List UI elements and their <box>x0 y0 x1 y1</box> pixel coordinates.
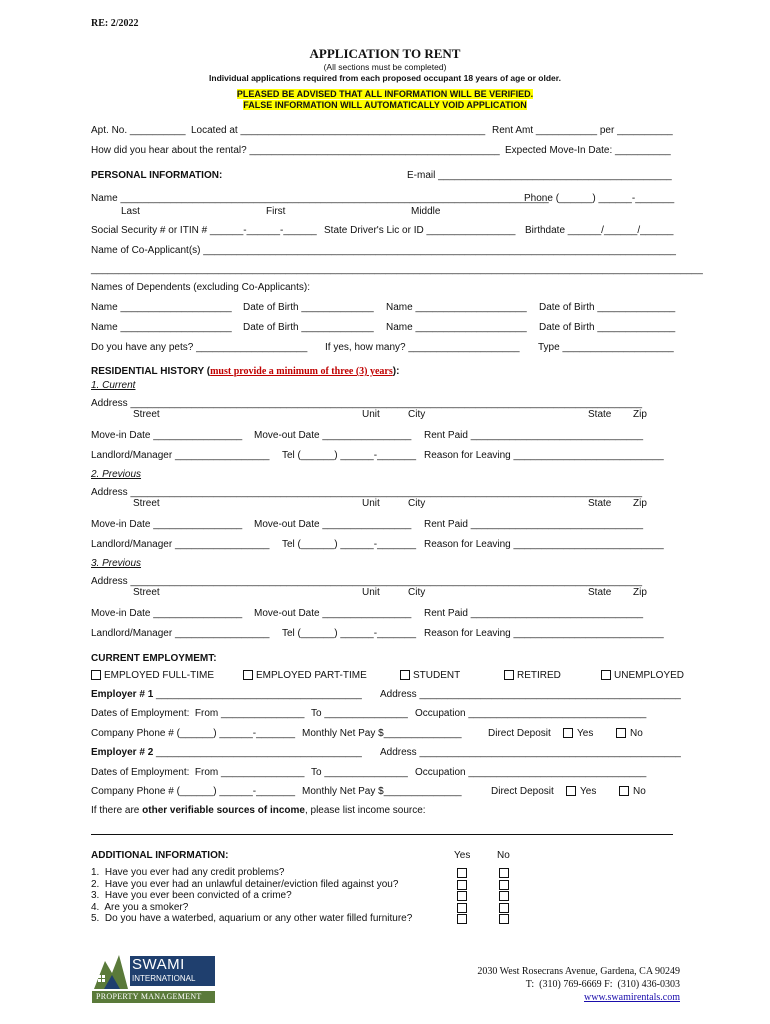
question-2-yes-checkbox[interactable] <box>457 880 467 890</box>
phone-field[interactable]: Phone (______) ______-_______ <box>524 193 675 204</box>
question-5: 5. Do you have a waterbed, aquarium or any other water filled furniture? <box>91 913 413 924</box>
employer-2-direct-deposit-label: Direct Deposit <box>491 786 554 797</box>
residence-1-move-out-field[interactable]: Move-out Date ________________ <box>254 430 412 441</box>
employer-2-field[interactable]: Employer # 2 _____________________________________ <box>91 747 362 758</box>
residence-1-unit-label: Unit <box>362 409 380 420</box>
residence-3-street-label: Street <box>133 587 160 598</box>
question-1-no-checkbox[interactable] <box>499 868 509 878</box>
drivers-license-field[interactable]: State Driver's Lic or ID ________________ <box>324 225 516 236</box>
residence-3-reason-field[interactable]: Reason for Leaving ___________________________ <box>424 628 664 639</box>
employer-2-occupation[interactable]: Occupation ________________________________ <box>415 767 647 778</box>
employer-2-phone[interactable]: Company Phone # (______) ______-_______ <box>91 786 296 797</box>
question-5-yes-checkbox[interactable] <box>457 914 467 924</box>
question-2-no-checkbox[interactable] <box>499 880 509 890</box>
employment-part-time-checkbox[interactable] <box>243 670 253 680</box>
residence-1-state-label: State <box>588 409 612 420</box>
employer-2-no-label: No <box>633 786 646 797</box>
residence-1-city-label: City <box>408 409 426 420</box>
residence-3-label: 3. Previous <box>91 558 142 569</box>
question-3: 3. Have you ever been convicted of a crime? <box>91 890 292 901</box>
residence-2-state-label: State <box>588 498 612 509</box>
warning-line-2: FALSE INFORMATION WILL AUTOMATICALLY VOID APPLICATION <box>243 100 527 110</box>
employer-1-direct-deposit-no-checkbox[interactable] <box>616 728 626 738</box>
residence-2-label: 2. Previous <box>91 469 142 480</box>
located-at-field[interactable]: Located at ____________________________________________ <box>191 125 486 136</box>
employer-1-net-pay[interactable]: Monthly Net Pay $______________ <box>302 728 462 739</box>
residence-1-move-in-field[interactable]: Move-in Date ________________ <box>91 430 243 441</box>
rent-amount-field[interactable]: Rent Amt ___________ per __________ <box>492 125 673 136</box>
residence-2-zip-label: Zip <box>633 498 647 509</box>
residence-1-tel-field[interactable]: Tel (______) ______-_______ <box>282 450 416 461</box>
question-1-yes-checkbox[interactable] <box>457 868 467 878</box>
residence-3-rent-paid-field[interactable]: Rent Paid _______________________________ <box>424 608 644 619</box>
employer-1-phone[interactable]: Company Phone # (______) ______-_______ <box>91 728 296 739</box>
apt-field[interactable]: Apt. No. __________ <box>91 125 186 136</box>
residence-2-unit-label: Unit <box>362 498 380 509</box>
residence-1-reason-field[interactable]: Reason for Leaving ___________________________ <box>424 450 664 461</box>
footer-phone: T: (310) 769-6669 F: (310) 436-0303 <box>525 979 680 990</box>
residential-history-heading: RESIDENTIAL HISTORY (must provide a minimum of three (3) years): <box>91 366 400 377</box>
other-income-line[interactable] <box>91 834 673 835</box>
question-1: 1. Have you ever had any credit problems? <box>91 867 285 878</box>
residence-1-address-field[interactable]: Address ____________________________________________________________________________________________ <box>91 398 643 409</box>
form-title: APPLICATION TO RENT <box>309 46 461 61</box>
employer-2-direct-deposit-no-checkbox[interactable] <box>619 786 629 796</box>
employment-retired-checkbox[interactable] <box>504 670 514 680</box>
residence-1-label: 1. Current <box>91 380 136 391</box>
name-field[interactable]: Name _____________________________________________________________________________ <box>91 193 549 204</box>
employer-1-address[interactable]: Address _______________________________________________ <box>380 689 681 700</box>
additional-no-header: No <box>497 850 510 861</box>
dependent-name-2[interactable]: Name ____________________ <box>386 302 527 313</box>
employer-2-net-pay[interactable]: Monthly Net Pay $______________ <box>302 786 462 797</box>
form-note: Individual applications required from each proposed occupant 18 years of age or older. <box>209 73 561 83</box>
residence-3-unit-label: Unit <box>362 587 380 598</box>
employer-1-dates-to[interactable]: To _______________ <box>311 708 408 719</box>
employer-2-yes-label: Yes <box>580 786 597 797</box>
employer-1-field[interactable]: Employer # 1 _____________________________________ <box>91 689 362 700</box>
dependent-name-4[interactable]: Name ____________________ <box>386 322 527 333</box>
dependent-name-3[interactable]: Name ____________________ <box>91 322 232 333</box>
co-applicant-field[interactable]: Name of Co-Applicant(s) _____________________________________________________________________________________ <box>91 245 676 256</box>
residence-3-zip-label: Zip <box>633 587 647 598</box>
first-name-label: First <box>266 206 286 217</box>
pets-type-field[interactable]: Type ____________________ <box>538 342 674 353</box>
question-5-no-checkbox[interactable] <box>499 914 509 924</box>
employer-2-dates-from[interactable]: Dates of Employment: From _______________ <box>91 767 305 778</box>
employer-2-dates-to[interactable]: To _______________ <box>311 767 408 778</box>
pets-field[interactable]: Do you have any pets? ____________________ <box>91 342 308 353</box>
dependent-dob-1[interactable]: Date of Birth _____________ <box>243 302 374 313</box>
residence-2-move-in-field[interactable]: Move-in Date ________________ <box>91 519 243 530</box>
question-3-yes-checkbox[interactable] <box>457 891 467 901</box>
co-applicant-line-2[interactable]: ______________________________________________________________________________________________________________ <box>91 264 703 275</box>
warning-line-1: PLEASED BE ADVISED THAT ALL INFORMATION WILL BE VERIFIED. <box>236 89 534 99</box>
question-2: 2. Have you ever had an unlawful detainer/eviction filed against you? <box>91 878 399 890</box>
question-4-no-checkbox[interactable] <box>499 903 509 913</box>
employment-retired-label: RETIRED <box>517 670 561 681</box>
residence-3-move-out-field[interactable]: Move-out Date ________________ <box>254 608 412 619</box>
last-name-label: Last <box>121 206 140 217</box>
residence-3-tel-field[interactable]: Tel (______) ______-_______ <box>282 628 416 639</box>
residence-2-landlord-field[interactable]: Landlord/Manager _________________ <box>91 539 270 550</box>
personal-info-heading: PERSONAL INFORMATION: <box>91 170 223 181</box>
employment-student-checkbox[interactable] <box>400 670 410 680</box>
employment-heading: CURRENT EMPLOYMEMT: <box>91 653 217 664</box>
move-in-date-field[interactable]: Expected Move-In Date: __________ <box>505 145 671 156</box>
residence-2-address-field[interactable]: Address ____________________________________________________________________________________________ <box>91 487 643 498</box>
residence-1-rent-paid-field[interactable]: Rent Paid _______________________________ <box>424 430 644 441</box>
employer-1-dates-from[interactable]: Dates of Employment: From _______________ <box>91 708 305 719</box>
residence-3-move-in-field[interactable]: Move-in Date ________________ <box>91 608 243 619</box>
ssn-field[interactable]: Social Security # or ITIN # ______-______-______ <box>91 225 317 236</box>
residence-2-reason-field[interactable]: Reason for Leaving ___________________________ <box>424 539 664 550</box>
question-3-no-checkbox[interactable] <box>499 891 509 901</box>
employment-student-label: STUDENT <box>413 670 461 681</box>
residence-2-street-label: Street <box>133 498 160 509</box>
email-field[interactable]: E-mail __________________________________________ <box>407 170 672 181</box>
revision-date: RE: 2/2022 <box>91 18 139 29</box>
employer-1-direct-deposit-yes-checkbox[interactable] <box>563 728 573 738</box>
employer-1-occupation[interactable]: Occupation ________________________________ <box>415 708 647 719</box>
footer-website-link[interactable]: www.swamirentals.com <box>584 992 680 1003</box>
middle-name-label: Middle <box>411 206 441 217</box>
residence-1-street-label: Street <box>133 409 160 420</box>
other-income-label: If there are other verifiable sources of income, please list income source: <box>91 805 426 816</box>
residence-2-rent-paid-field[interactable]: Rent Paid _______________________________ <box>424 519 644 530</box>
residence-3-address-field[interactable]: Address ____________________________________________________________________________________________ <box>91 576 643 587</box>
footer-address: 2030 West Rosecrans Avenue, Gardena, CA 90249 <box>477 966 680 977</box>
question-4: 4. Are you a smoker? <box>91 901 189 913</box>
logo-subtitle: INTERNATIONAL <box>132 974 196 983</box>
logo-bar-text: PROPERTY MANAGEMENT <box>96 992 202 1001</box>
employer-1-yes-label: Yes <box>577 728 594 739</box>
residence-3-landlord-field[interactable]: Landlord/Manager _________________ <box>91 628 270 639</box>
dependents-label: Names of Dependents (excluding Co-Applicants): <box>91 282 310 293</box>
employment-full-time-label: EMPLOYED FULL-TIME <box>104 670 215 681</box>
employer-1-direct-deposit-label: Direct Deposit <box>488 728 551 739</box>
residence-3-state-label: State <box>588 587 612 598</box>
residence-2-tel-field[interactable]: Tel (______) ______-_______ <box>282 539 416 550</box>
logo-name: SWAMI <box>132 956 185 973</box>
employment-full-time-checkbox[interactable] <box>91 670 101 680</box>
additional-yes-header: Yes <box>454 850 471 861</box>
employer-2-direct-deposit-yes-checkbox[interactable] <box>566 786 576 796</box>
employer-2-address[interactable]: Address _______________________________________________ <box>380 747 681 758</box>
pets-count-field[interactable]: If yes, how many? ____________________ <box>325 342 520 353</box>
dependent-dob-2[interactable]: Date of Birth ______________ <box>539 302 676 313</box>
residence-3-city-label: City <box>408 587 426 598</box>
dependent-dob-3[interactable]: Date of Birth _____________ <box>243 322 374 333</box>
dependent-name-1[interactable]: Name ____________________ <box>91 302 232 313</box>
residence-2-city-label: City <box>408 498 426 509</box>
employment-unemployed-label: UNEMPLOYED <box>614 670 685 681</box>
employment-unemployed-checkbox[interactable] <box>601 670 611 680</box>
residence-1-zip-label: Zip <box>633 409 647 420</box>
employment-part-time-label: EMPLOYED PART-TIME <box>256 670 367 681</box>
birthdate-field[interactable]: Birthdate ______/______/______ <box>525 225 674 236</box>
question-4-yes-checkbox[interactable] <box>457 903 467 913</box>
form-subtitle: (All sections must be completed) <box>323 62 447 72</box>
residence-1-landlord-field[interactable]: Landlord/Manager _________________ <box>91 450 270 461</box>
employer-1-no-label: No <box>630 728 643 739</box>
additional-info-heading: ADDITIONAL INFORMATION: <box>91 850 229 861</box>
residence-2-move-out-field[interactable]: Move-out Date ________________ <box>254 519 412 530</box>
dependent-dob-4[interactable]: Date of Birth ______________ <box>539 322 676 333</box>
hear-about-field[interactable]: How did you hear about the rental? _____________________________________________ <box>91 145 500 156</box>
